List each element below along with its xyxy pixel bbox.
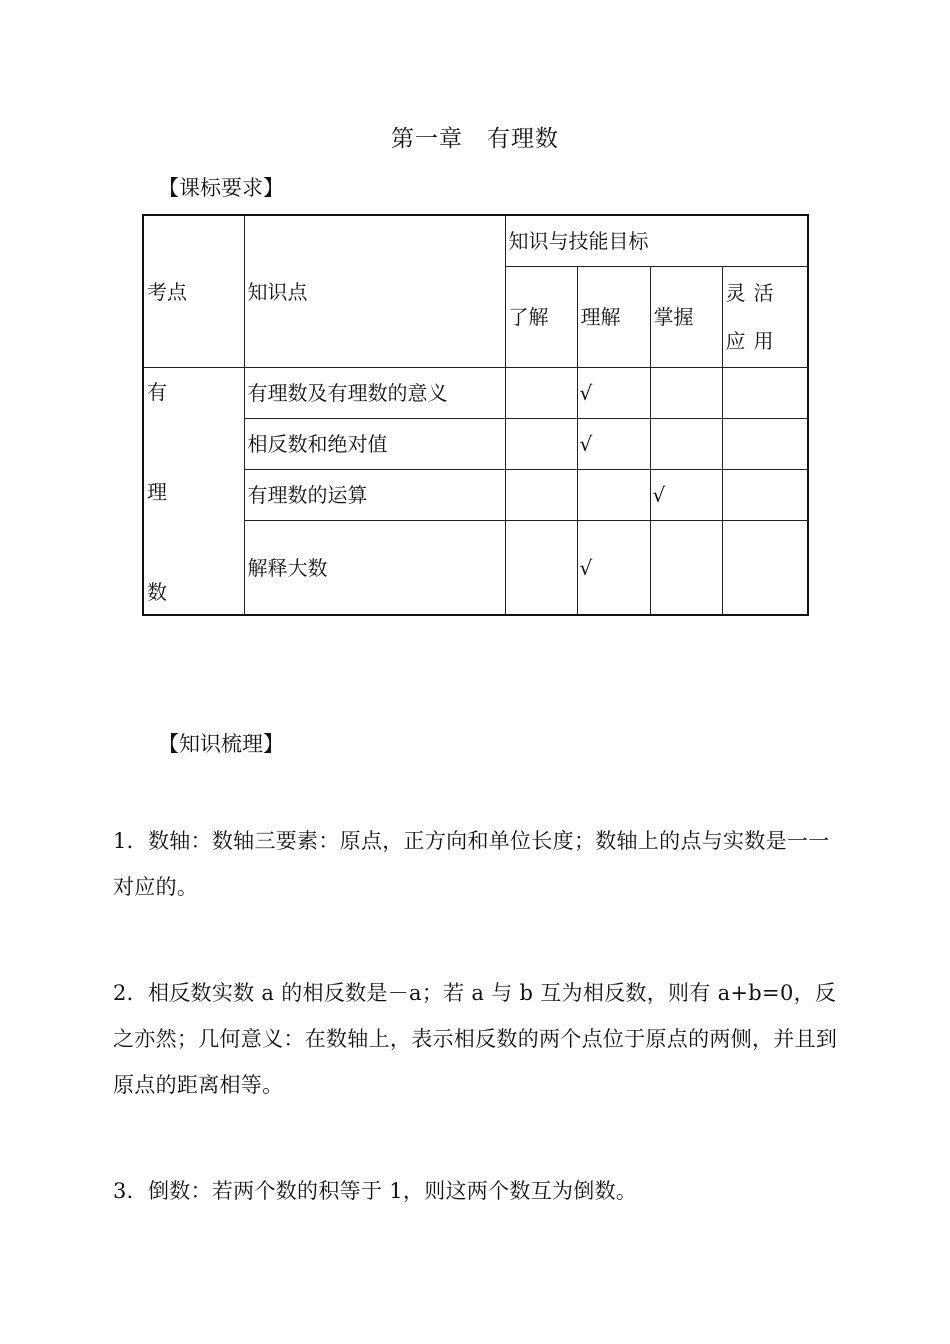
paragraph-reciprocal <box>113 1168 843 1214</box>
mark-cell: √ <box>577 521 650 616</box>
mark-cell <box>505 419 577 470</box>
topic-char: 数 <box>147 580 167 604</box>
paragraph-text: 2．相反数实数 a 的相反数是－a；若 a 与 b 互为相反数，则有 a+b=0，反之亦然；几何意义：在数轴上，表示相反数的两个点位于原点的两侧，并且到原点的距离相等。 <box>113 981 838 1097</box>
header-knowledge: 知识点 <box>244 215 505 368</box>
knowledge-item: 有理数的运算 <box>244 470 505 521</box>
paragraph-text: 1．数轴：数轴三要素：原点，正方向和单位长度；数轴上的点与实数是一一对应的。 <box>113 829 830 899</box>
mark-cell: √ <box>577 419 650 470</box>
topic-char: 理 <box>147 480 167 504</box>
mark-cell <box>650 419 722 470</box>
header-goal: 知识与技能目标 <box>505 215 808 267</box>
mark-cell <box>722 419 808 470</box>
level-apply: 灵活应用 <box>722 267 808 368</box>
table-row <box>143 368 808 419</box>
paragraph-text: 3．倒数：若两个数的积等于 1，则这两个数互为倒数。 <box>113 1179 638 1203</box>
level-comprehend: 理解 <box>577 267 650 368</box>
requirements-table <box>142 214 809 616</box>
mark-cell <box>650 368 722 419</box>
mark-cell <box>505 521 577 616</box>
header-topic: 考点 <box>143 215 244 368</box>
mark-cell: √ <box>650 470 722 521</box>
mark-cell <box>722 470 808 521</box>
knowledge-item: 相反数和绝对值 <box>244 419 505 470</box>
paragraph-number-line <box>113 818 843 910</box>
mark-cell <box>722 368 808 419</box>
mark-cell <box>505 470 577 521</box>
paragraph-opposite-numbers <box>113 970 843 1108</box>
level-understand: 了解 <box>505 267 577 368</box>
mark-cell <box>650 521 722 616</box>
mark-cell <box>577 470 650 521</box>
topic-cell <box>143 368 244 616</box>
mark-cell: √ <box>577 368 650 419</box>
chapter-title: 第一章 有理数 <box>391 126 559 152</box>
knowledge-item: 解释大数 <box>244 521 505 616</box>
mark-cell <box>505 368 577 419</box>
level-master: 掌握 <box>650 267 722 368</box>
topic-char: 有 <box>147 380 167 404</box>
section-heading-requirements: 【课标要求】 <box>158 176 284 200</box>
table-header-row <box>143 215 808 267</box>
knowledge-item: 有理数及有理数的意义 <box>244 368 505 419</box>
section-heading-knowledge: 【知识梳理】 <box>158 732 284 756</box>
mark-cell <box>722 521 808 616</box>
